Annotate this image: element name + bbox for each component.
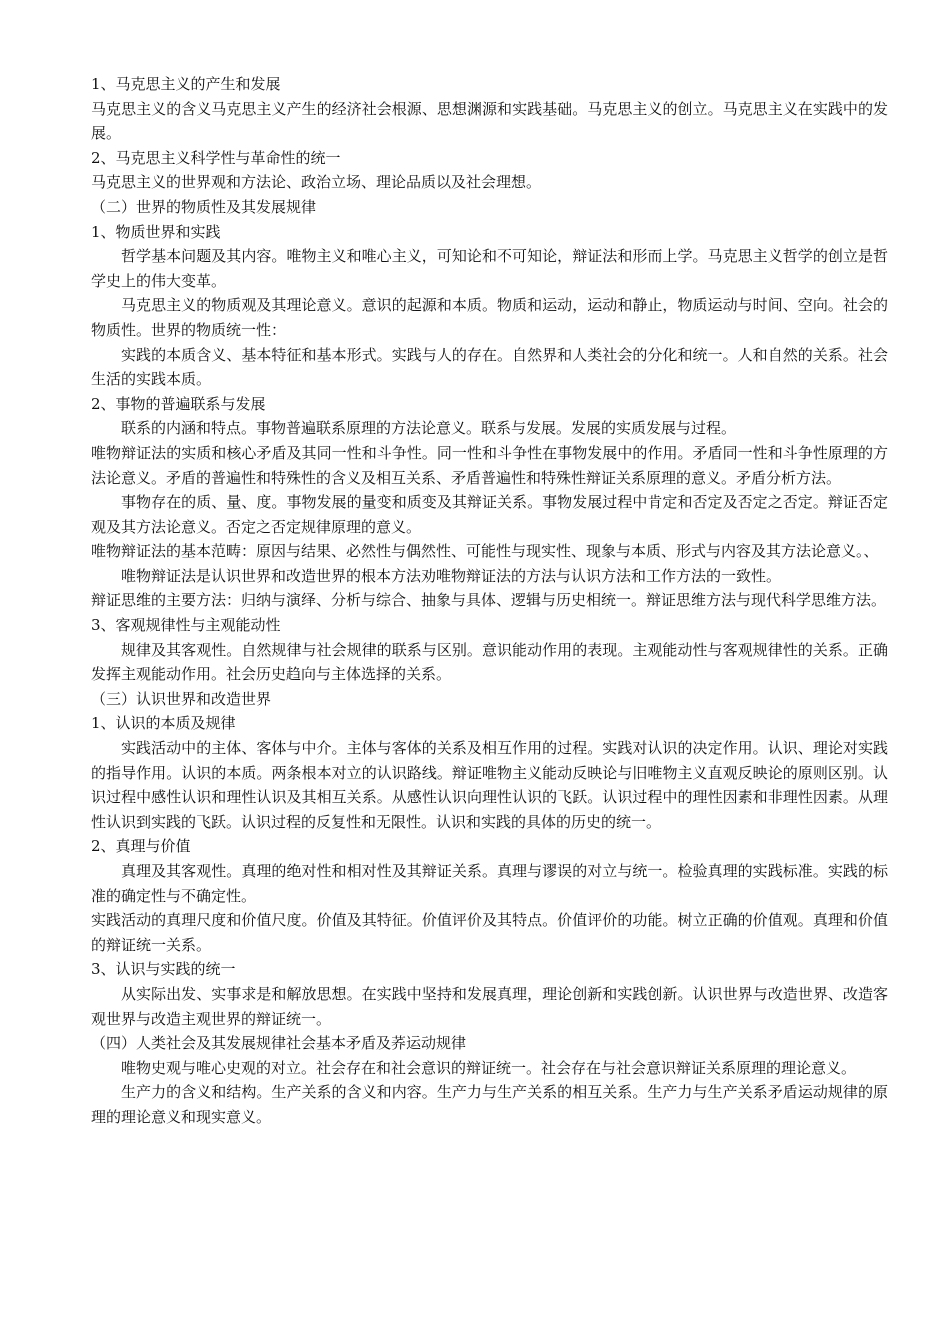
section-line: 1、马克思主义的产生和发展 [91, 75, 281, 93]
body-paragraph: 事物存在的质、量、度。事物发展的量变和质变及其辩证关系。事物发展过程中肯定和否定及否定之否定。辩证否定观及其方法论意义。否定之否定规律原理的意义。 [91, 493, 888, 536]
section-line: 1、物质世界和实践 [91, 222, 221, 241]
body-paragraph: 唯物史观与唯心史观的对立。社会存在和社会意识的辩证统一。社会存在与社会意识辩证关系原理的理论意义。 [121, 1058, 857, 1077]
section-line: （四）人类社会及其发展规律社会基本矛盾及荞运动规律 [91, 1034, 467, 1053]
section-line: （二）世界的物质性及其发展规律 [91, 197, 317, 216]
body-paragraph: 实践活动中的主体、客体与中介。主体与客体的关系及相互作用的过程。实践对认识的决定作用。认识、理论对实践的指导作用。认识的本质。两条根本对立的认识路线。辩证唯物主义能动反映论与旧唯物主义直观反映论的原则区别。认识过程中感性认识和理性认识及其相互关系。从感性认识向理性认识的飞跃。认识过程中的理性因素和非理性因素。从理性认识到实践的飞跃。认识过程的反复性和无限性。认识和实践的具体的历史的统一。 [91, 739, 888, 831]
section-line: 2、事物的普遍联系与发展 [91, 394, 266, 413]
body-paragraph: 真理及其客观性。真理的绝对性和相对性及其辩证关系。真理与谬误的对立与统一。检验真理的实践标准。实践的标准的确定性与不确定性。 [91, 862, 888, 905]
section-line: 2、马克思主义科学性与革命性的统一 [91, 148, 341, 167]
section-line: 马克思主义的含义马克思主义产生的经济社会根源、思想渊源和实践基础。马克思主义的创立。马克思主义在实践中的发展。 [91, 99, 888, 143]
section-line: 1、认识的本质及规律 [91, 714, 236, 733]
body-paragraph: 哲学基本问题及其内容。唯物主义和唯心主义，可知论和不可知论，辩证法和形而上学。马克思主义哲学的创立是哲学史上的伟大变革。 [91, 247, 888, 290]
section-line: 唯物辩证法的基本范畴：原因与结果、必然性与偶然性、可能性与现实性、现象与本质、形式与内容及其方法论意义。、 [91, 542, 879, 561]
body-paragraph: 唯物辩证法是认识世界和改造世界的根本方法劝唯物辩证法的方法与认识方法和工作方法的一致性。 [121, 566, 782, 585]
body-paragraph: 规律及其客观性。自然规律与社会规律的联系与区别。意识能动作用的表现。主观能动性与客观规律性的关系。正确发挥主观能动作用。社会历史趋向与主体选择的关系。 [91, 640, 888, 684]
body-paragraph: 实践的本质含义、基本特征和基本形式。实践与人的存在。自然界和人类社会的分化和统一。人和自然的关系。社会生活的实践本质。 [91, 345, 888, 389]
section-line: 马克思主义的世界观和方法论、政治立场、理论品质以及社会理想。 [91, 173, 542, 192]
section-line: 唯物辩证法的实质和核心矛盾及其同一性和斗争性。同一性和斗争性在事物发展中的作用。矛盾同一性和斗争性原理的方法论意义。矛盾的普遍性和特殊性的含义及相互关系、矛盾普遍性和特殊性辩证关系原理的意义。矛盾分析方法。 [91, 443, 888, 487]
section-line: 实践活动的真理尺度和价值尺度。价值及其特征。价值评价及其特点。价值评价的功能。树立正确的价值观。真理和价值的辩证统一关系。 [91, 911, 888, 954]
section-line: 2、真理与价值 [91, 837, 191, 856]
section-line: （三）认识世界和改造世界 [91, 689, 272, 708]
section-line: 3、客观规律性与主观能动性 [91, 616, 281, 635]
body-paragraph: 生产力的含义和结构。生产关系的含义和内容。生产力与生产关系的相互关系。生产力与生产关系矛盾运动规律的原理的理论意义和现实意义。 [91, 1083, 888, 1126]
section-line: 3、认识与实践的统一 [91, 960, 236, 979]
document-body [91, 72, 888, 1130]
body-paragraph: 马克思主义的物质观及其理论意义。意识的起源和本质。物质和运动，运动和静止，物质运动与时间、空向。社会的物质性。世界的物质统一性： [91, 296, 888, 339]
body-paragraph: 联系的内涵和特点。事物普遍联系原理的方法论意义。联系与发展。发展的实质发展与过程。 [121, 419, 737, 438]
section-line: 辩证思维的主要方法：归纳与演绎、分析与综合、抽象与具体、逻辑与历史相统一。辩证思维方法与现代科学思维方法。 [91, 591, 887, 610]
body-paragraph: 从实际出发、实事求是和解放思想。在实践中坚持和发展真理，理论创新和实践创新。认识世界与改造世界、改造客观世界与改造主观世界的辩证统一。 [91, 984, 888, 1028]
